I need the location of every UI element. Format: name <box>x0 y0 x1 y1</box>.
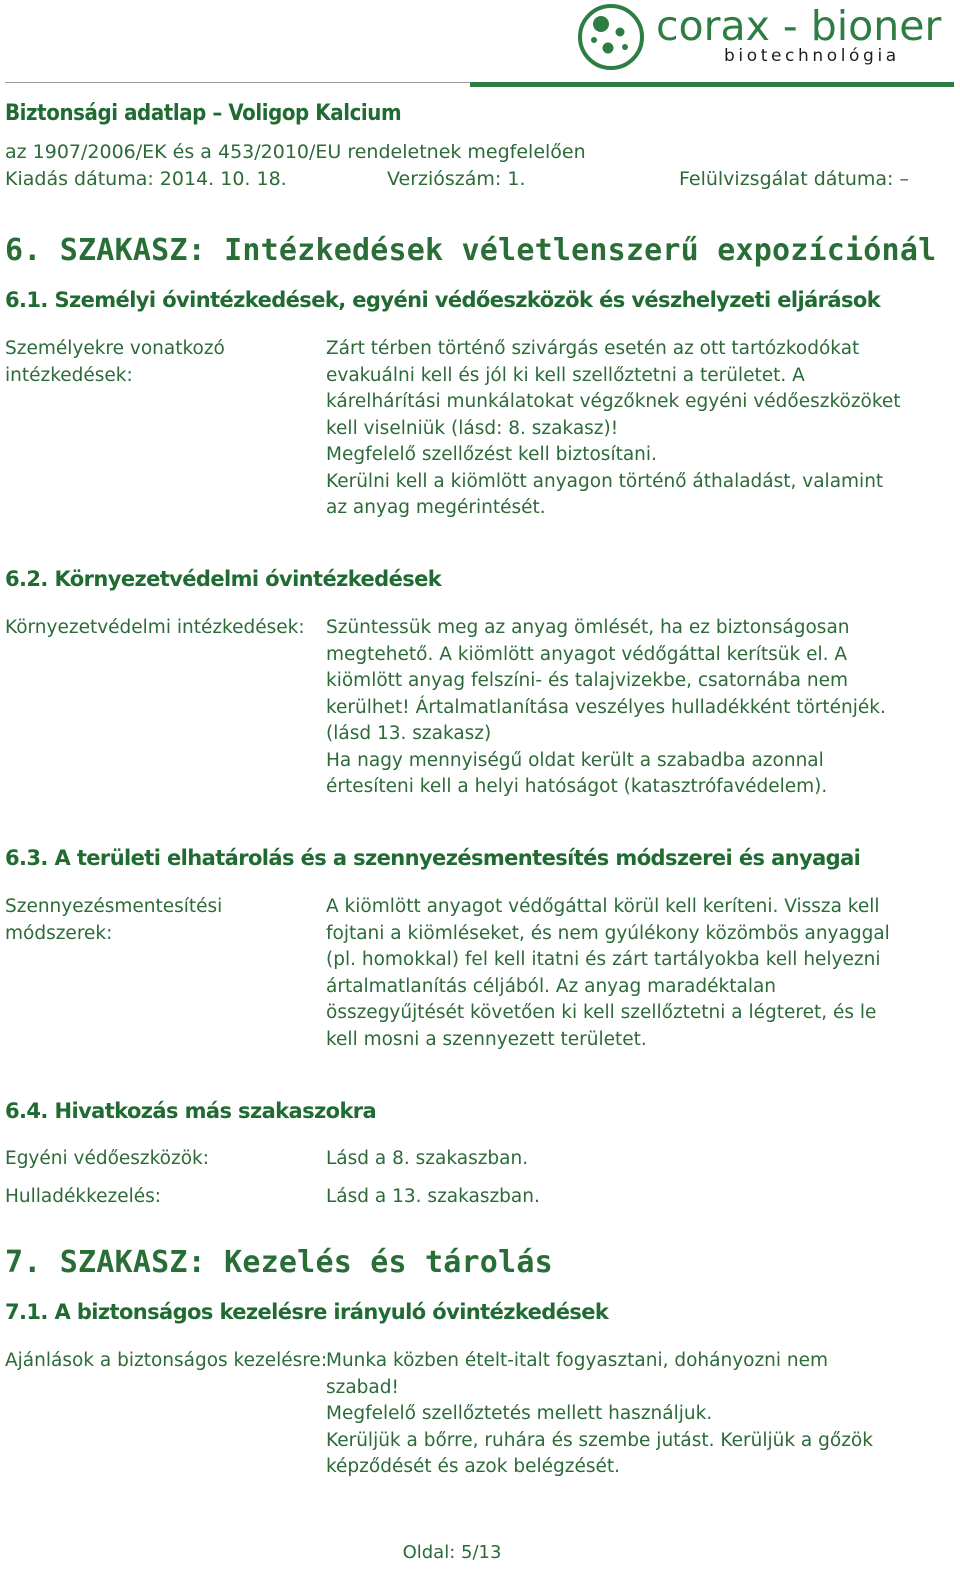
brand-name: corax - bioner <box>656 2 942 50</box>
subsection-6-2-text: Szüntessük meg az anyag ömlését, ha ez biztonságosan megtehető. A kiömlött anyagot védőgáttal kerítsük el. A kiömlött anyag felszíni- és talajvizekbe, csatornába nem kerülhet! Ártalmatlanítása veszélyes hulladékként történjék. (lásd 13. szakasz) Ha nagy mennyiségű oldat került a szabadba azonnal értesíteni kell a helyi hatóságot (katasztrófavédelem). <box>326 617 886 797</box>
section-7-title: 7. SZAKASZ: Kezelés és tárolás <box>5 1245 553 1280</box>
revision-date: Felülvizsgálat dátuma: – <box>679 168 909 190</box>
header-divider <box>5 82 475 83</box>
header-accent-bar <box>470 82 954 87</box>
reference-value-ppe: Lásd a 8. szakaszban. <box>326 1148 529 1169</box>
subsection-6-1-title: 6.1. Személyi óvintézkedések, egyéni védőeszközök és vészhelyzeti eljárások <box>5 288 881 312</box>
subsection-6-2-label: Környezetvédelmi intézkedések: <box>5 617 305 638</box>
subsection-6-3-label: Szennyezésmentesítési módszerek: <box>5 896 223 944</box>
subsection-6-1-text: Zárt térben történő szivárgás esetén az ott tartózkodókat evakuálni kell és jól ki kell szellőztetni a területet. A kárelhárítási munkálatokat végzőknek egyéni védőeszközöket kell viselniük (lásd: 8. szakasz)! Megfelelő szellőzést kell biztosítani. Kerülni kell a kiömlött anyagon történő áthaladást, valamint az anyag megérintését. <box>326 338 901 518</box>
brand-tagline: biotechnológia <box>724 46 900 66</box>
section-6-title: 6. SZAKASZ: Intézkedések véletlenszerű expozíciónál <box>5 233 937 268</box>
subsection-6-3-title: 6.3. A területi elhatárolás és a szennyezésmentesítés módszerei és anyagai <box>5 846 861 870</box>
corax-logo-icon <box>576 2 646 72</box>
subsection-7-1-title: 7.1. A biztonságos kezelésre irányuló óvintézkedések <box>5 1300 609 1324</box>
document-title: Biztonsági adatlap – Voligop Kalcium <box>5 101 402 126</box>
subsection-6-2-title: 6.2. Környezetvédelmi óvintézkedések <box>5 567 442 591</box>
company-logo <box>574 0 954 72</box>
subsection-6-1-label: Személyekre vonatkozó intézkedések: <box>5 338 225 386</box>
subsection-7-1-label: Ajánlások a biztonságos kezelésre: <box>5 1350 328 1371</box>
regulation-text: az 1907/2006/EK és a 453/2010/EU rendeletnek megfelelően <box>5 141 586 163</box>
issue-date: Kiadás dátuma: 2014. 10. 18. <box>5 168 287 190</box>
subsection-6-4-title: 6.4. Hivatkozás más szakaszokra <box>5 1099 377 1123</box>
page-number: Oldal: 5/13 <box>402 1542 502 1563</box>
subsection-6-3-text: A kiömlött anyagot védőgáttal körül kell keríteni. Vissza kell fojtani a kiömléseket, és nem gyúlékony közömbös anyaggal (pl. homokkal) fel kell itatni és zárt tartályokba kell helyezni ártalmatlanítás céljából. Az anyag maradéktalan összegyűjtését követően ki kell szellőztetni a légteret, és le kell mosni a szennyezett területet. <box>326 896 890 1050</box>
reference-label-ppe: Egyéni védőeszközök: <box>5 1148 209 1169</box>
reference-label-waste: Hulladékkezelés: <box>5 1186 162 1207</box>
version-number: Verziószám: 1. <box>387 168 526 190</box>
subsection-7-1-text: Munka közben ételt-italt fogyasztani, dohányozni nem szabad! Megfelelő szellőztetés mellett használjuk. Kerüljük a bőrre, ruhára és szembe jutást. Kerüljük a gőzök képződését és azok belégzését. <box>326 1350 873 1477</box>
reference-value-waste: Lásd a 13. szakaszban. <box>326 1186 540 1207</box>
